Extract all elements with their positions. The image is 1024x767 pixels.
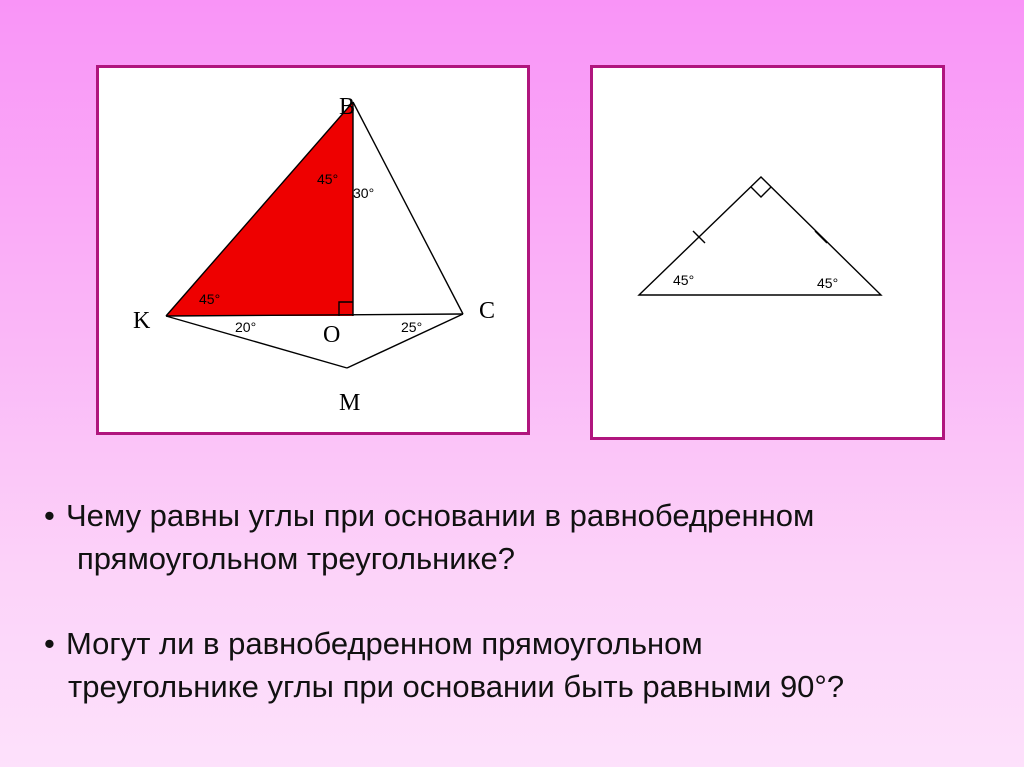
edge-bc: [353, 102, 463, 314]
isosceles-right-triangle-diagram: [593, 68, 948, 443]
left-diagram-panel: [96, 65, 530, 435]
right-diagram-panel: [590, 65, 945, 440]
equal-side-tick-right: [815, 231, 827, 243]
point-m-label: M: [339, 390, 361, 416]
question-2-line-2: треугольнике углы при основании быть равными 90°?: [68, 669, 845, 704]
angle-bko-label: 45°: [199, 291, 221, 307]
point-c-label: C: [479, 298, 496, 324]
point-k-label: K: [133, 308, 151, 334]
pyramid-diagram: [99, 68, 533, 438]
point-o-label: O: [323, 322, 341, 348]
angle-ocm-label: 25°: [401, 319, 423, 335]
right-angle-mark: [751, 187, 771, 197]
question-1-line-2: прямоугольном треугольнике?: [77, 541, 515, 576]
edge-km: [166, 316, 347, 368]
base-angle-left-label: 45°: [673, 272, 695, 288]
bullet-dot: •: [44, 498, 55, 533]
point-b-label: B: [339, 94, 356, 120]
question-2-line-1: Могут ли в равнобедренном прямоугольном: [66, 626, 703, 661]
question-1-line-1: Чему равны углы при основании в равнобедренном: [66, 498, 815, 533]
angle-okm-label: 20°: [235, 319, 257, 335]
bullet-dot: •: [44, 626, 55, 661]
angle-kbo-label: 45°: [317, 171, 339, 187]
angle-obc-label: 30°: [353, 185, 375, 201]
base-angle-right-label: 45°: [817, 275, 839, 291]
